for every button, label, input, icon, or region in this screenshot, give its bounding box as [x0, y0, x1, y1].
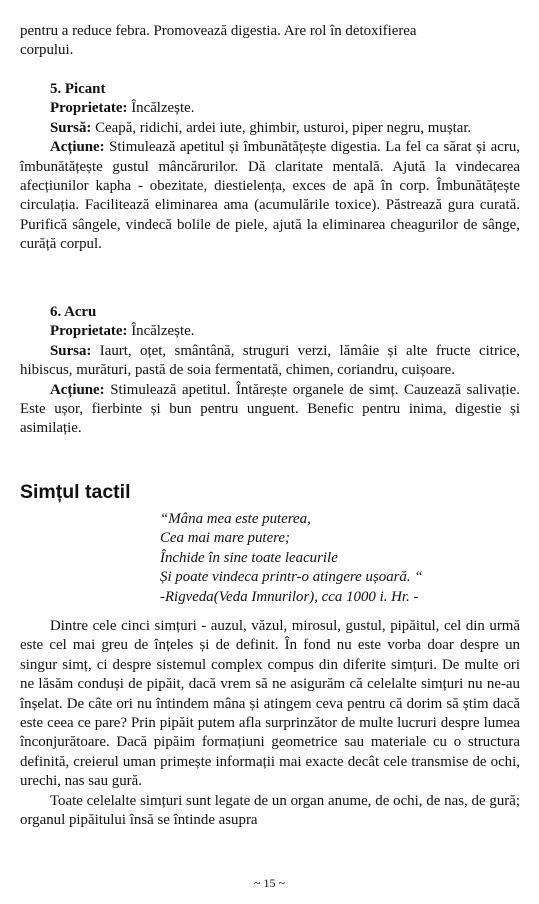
source-label: Sursa: [50, 342, 92, 359]
source-paragraph [20, 119, 520, 138]
chapter-title: Simțul tactil [20, 481, 131, 503]
intro-line-1: pentru a reduce febra. Promovează digestia. Are rol în detoxifierea [20, 23, 417, 39]
body-text [20, 617, 520, 830]
section-picant [20, 80, 520, 255]
section-heading: 5. Picant [50, 81, 106, 97]
property-text: Încălzește. [131, 100, 195, 117]
epigraph-quote [160, 510, 520, 607]
source-text: Ceapă, ridichi, ardei iute, ghimbir, usturoi, piper negru, muștar. [95, 119, 472, 136]
property-line [20, 322, 520, 341]
body-paragraph-2: Toate celelalte simțuri sunt legate de un organ anume, de ochi, de nas, de gură; organul pipăitului însă se întinde asupra [20, 792, 520, 829]
quote-line-2: Cea mai mare putere; [160, 530, 290, 547]
page-number: ~ 15 ~ [254, 876, 285, 890]
action-label: Acțiune: [50, 139, 105, 156]
quote-line-3: Închide în sine toate leacurile [160, 549, 338, 566]
source-paragraph [20, 342, 520, 381]
quote-line-4: Și poate vindeca printr-o atingere ușoară. “ [160, 569, 423, 586]
quote-attribution: -Rigveda(Veda Imnurilor), cca 1000 i. Hr. - [160, 588, 419, 605]
section-heading: 6. Acru [50, 304, 97, 320]
action-text: Stimulează apetitul. Întărește organele de simț. Cauzează salivație. Este ușor, fierbinte și bun pentru unguent. Benefic pentru inima, digestie și asimilație. [20, 381, 520, 437]
intro-line-2: corpului. [20, 42, 74, 59]
section-acru [20, 303, 520, 439]
action-label: Acțiune: [50, 381, 105, 398]
action-text: Stimulează apetitul și îmbunătățește digestia. La fel ca sărat și acru, îmbunătățește gustul mâncărurilor. Dă claritate mentală. Ajută la vindecarea afecțiunilor kapha - obezitate, diestielența, exces de apă în corp. Îmbunătățește circulația. Facilitează eliminarea ama (acumulările toxice). Păstrează gura curată. Purifică sângele, vindecă bolile de piele, ajută la eliminarea cheagurilor de sânge, curăță corpul. [20, 139, 520, 253]
source-text: Iaurt, oțet, smântână, struguri verzi, lămâie și alte fructe citrice, hibiscus, murături, pastă de soia fermentată, chimen, coriandru, cuișoare. [20, 342, 520, 379]
body-paragraph-1: Dintre cele cinci simțuri - auzul, văzul, mirosul, gustul, pipăitul, cel din urmă este cel mai greu de înțeles și de definit. În fond nu este vorba doar despre un singur simț, ci despre sistemul complex compus din diferite simțuri. De multe ori ne lăsăm conduși de pipăit, dacă vrem să ne asigurăm că celelalte simțuri nu ne-au înșelat. De câte ori nu întindem mâna și atingem ceva pentru că dorim să știm dacă este ceea ce pare? Prin pipăit putem afla surprinzător de multe lucruri despre lumea înconjurătoare. Dacă pipăim formațiuni geometrice sau materiale cu o structura definită, creierul uman primește informații mai exacte decât cele transmise de ochi, urechi, nas sau gură. [20, 618, 520, 790]
action-paragraph [20, 138, 520, 254]
property-label: Proprietate: [50, 100, 128, 117]
source-label: Sursă: [50, 119, 92, 136]
quote-line-1: “Mâna mea este puterea, [160, 511, 311, 527]
property-line [20, 99, 520, 118]
intro-paragraph [20, 22, 520, 61]
property-label: Proprietate: [50, 323, 128, 340]
property-text: Încălzește. [131, 323, 195, 340]
action-paragraph [20, 381, 520, 439]
